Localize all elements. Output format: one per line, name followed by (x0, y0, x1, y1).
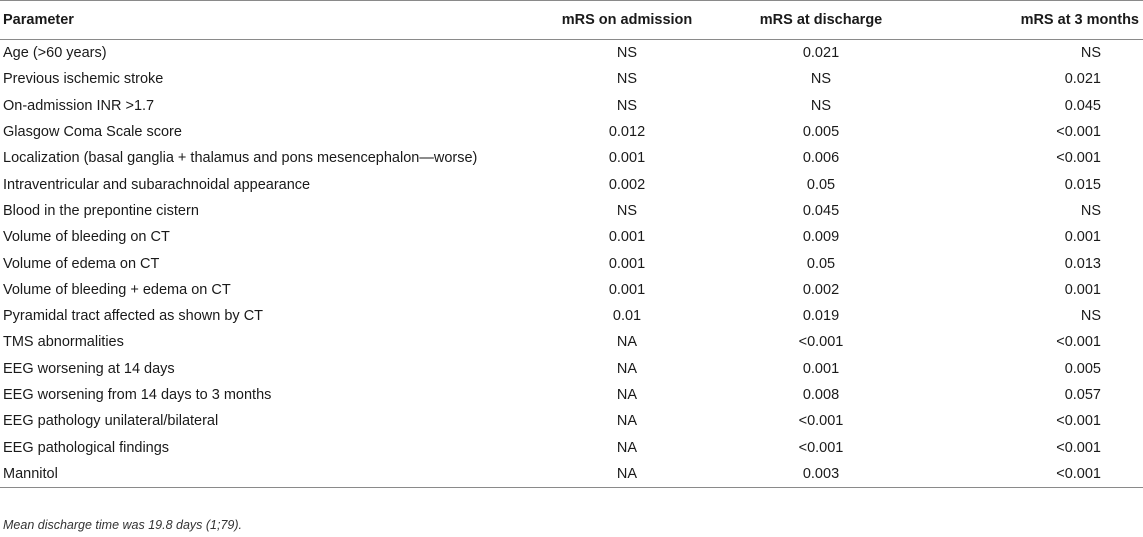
mrs-discharge-cell: 0.045 (802, 202, 840, 219)
mrs-3-months-cell: <0.001 (1056, 334, 1101, 351)
table-row (0, 356, 1143, 382)
parameter-cell: EEG pathology unilateral/bilateral (3, 413, 219, 430)
parameter-cell: Volume of bleeding + edema on CT (3, 281, 231, 298)
parameter-cell: Mannitol (0, 461, 545, 488)
mrs-3-months-cell: NS (1080, 45, 1101, 62)
mrs-admission-cell: 0.01 (612, 308, 642, 325)
mrs-discharge-cell: 0.001 (802, 360, 840, 377)
parameter-cell: Glasgow Coma Scale score (3, 124, 182, 141)
mrs-3-months-cell: <0.001 (1056, 439, 1101, 456)
parameter-cell: Volume of edema on CT (3, 255, 160, 272)
mrs-discharge-cell: 0.021 (802, 45, 840, 62)
mrs-3-months-cell: <0.001 (1056, 150, 1101, 167)
mrs-admission-cell: 0.012 (608, 124, 646, 141)
parameter-cell: Pyramidal tract affected as shown by CT (3, 308, 264, 325)
mrs-3-months-cell: 0.021 (1064, 71, 1101, 88)
mrs-3-months-cell: NS (1080, 202, 1101, 219)
mrs-discharge-cell: <0.001 (798, 439, 844, 456)
header-mrs-admission: mRS on admission (545, 1, 710, 40)
mrs-discharge-cell: 0.05 (806, 176, 836, 193)
header-parameter: Parameter (0, 1, 545, 40)
header-row (0, 1, 1143, 40)
mrs-admission-cell: NA (616, 360, 638, 377)
table-row (0, 277, 1143, 303)
table-row (0, 93, 1143, 119)
mrs-discharge-cell: <0.001 (798, 413, 844, 430)
table-row (0, 408, 1143, 434)
mrs-discharge-cell: 0.006 (802, 150, 840, 167)
mrs-discharge-cell: 0.008 (802, 387, 840, 403)
table-row (0, 198, 1143, 224)
mrs-discharge-cell: 0.05 (806, 255, 836, 272)
table-row (0, 119, 1143, 145)
mrs-admission-cell: NA (616, 387, 638, 403)
mrs-discharge-cell: NS (810, 97, 832, 114)
mrs-discharge-cell: 0.019 (802, 308, 840, 325)
mrs-admission-cell: NS (616, 45, 638, 62)
mrs-discharge-cell: 0.009 (802, 229, 840, 246)
table-row (0, 461, 1143, 488)
mrs-admission-cell: NS (616, 71, 638, 88)
table-header (0, 1, 1143, 40)
mrs-admission-cell: 0.001 (608, 255, 646, 272)
parameter-cell: EEG worsening from 14 days to 3 months (3, 387, 272, 403)
table-row (0, 434, 1143, 460)
mrs-discharge-cell: 0.002 (802, 281, 840, 298)
mrs-admission-cell: NA (616, 439, 638, 456)
mrs-3-months-cell: NS (1080, 308, 1101, 325)
mrs-admission-cell: NS (616, 97, 638, 114)
mrs-3-months-cell: 0.001 (1064, 229, 1101, 246)
table-row (0, 66, 1143, 92)
mrs-admission-cell: 0.002 (608, 176, 646, 193)
mrs-admission-cell: NA (545, 461, 710, 488)
parameter-cell: Intraventricular and subarachnoidal appearance (3, 176, 311, 193)
parameter-cell: TMS abnormalities (3, 334, 124, 351)
mrs-admission-cell: NA (616, 413, 638, 430)
mrs-discharge-cell: 0.003 (710, 461, 933, 488)
parameter-cell: EEG worsening at 14 days (3, 360, 175, 377)
mrs-3-months-cell: 0.013 (1064, 255, 1101, 272)
mrs-admission-cell: NS (616, 202, 638, 219)
mrs-admission-cell: NA (616, 334, 638, 351)
mrs-discharge-cell: NS (810, 71, 832, 88)
parameter-cell: Volume of bleeding on CT (3, 229, 170, 246)
mrs-discharge-cell: 0.005 (802, 124, 840, 141)
table-row (0, 40, 1143, 67)
header-mrs-3-months: mRS at 3 months (933, 1, 1143, 40)
mrs-3-months-cell: <0.001 (1056, 124, 1101, 141)
mrs-3-months-cell: <0.001 (933, 461, 1143, 488)
mrs-3-months-cell: 0.057 (1064, 387, 1101, 403)
table-row (0, 303, 1143, 329)
parameter-cell: Blood in the prepontine cistern (3, 202, 199, 219)
mrs-discharge-cell: <0.001 (798, 334, 844, 351)
mrs-3-months-cell: 0.045 (1064, 97, 1101, 114)
mrs-3-months-cell: 0.001 (1064, 281, 1101, 298)
mrs-admission-cell: 0.001 (608, 281, 646, 298)
table-body (0, 40, 1143, 488)
mrs-3-months-cell: <0.001 (1056, 413, 1101, 430)
mrs-admission-cell: 0.001 (608, 229, 646, 246)
table-row (0, 145, 1143, 171)
parameter-cell: On-admission INR >1.7 (3, 97, 155, 114)
mrs-3-months-cell: 0.015 (1064, 176, 1101, 193)
table-row (0, 250, 1143, 276)
parameter-cell: EEG pathological findings (3, 439, 170, 456)
parameter-cell: Age (>60 years) (3, 45, 107, 62)
table-row (0, 382, 1143, 408)
mrs-admission-cell: 0.001 (608, 150, 646, 167)
table-footnote: Mean discharge time was 19.8 days (1;79). (3, 518, 243, 532)
header-mrs-discharge: mRS at discharge (710, 1, 933, 40)
table-row (0, 171, 1143, 197)
table-row (0, 224, 1143, 250)
mrs-3-months-cell: 0.005 (1064, 360, 1101, 377)
table-row (0, 329, 1143, 355)
parameter-cell: Previous ischemic stroke (3, 71, 164, 88)
parameter-cell: Localization (basal ganglia + thalamus and pons mesencephalon—worse) (3, 150, 478, 167)
